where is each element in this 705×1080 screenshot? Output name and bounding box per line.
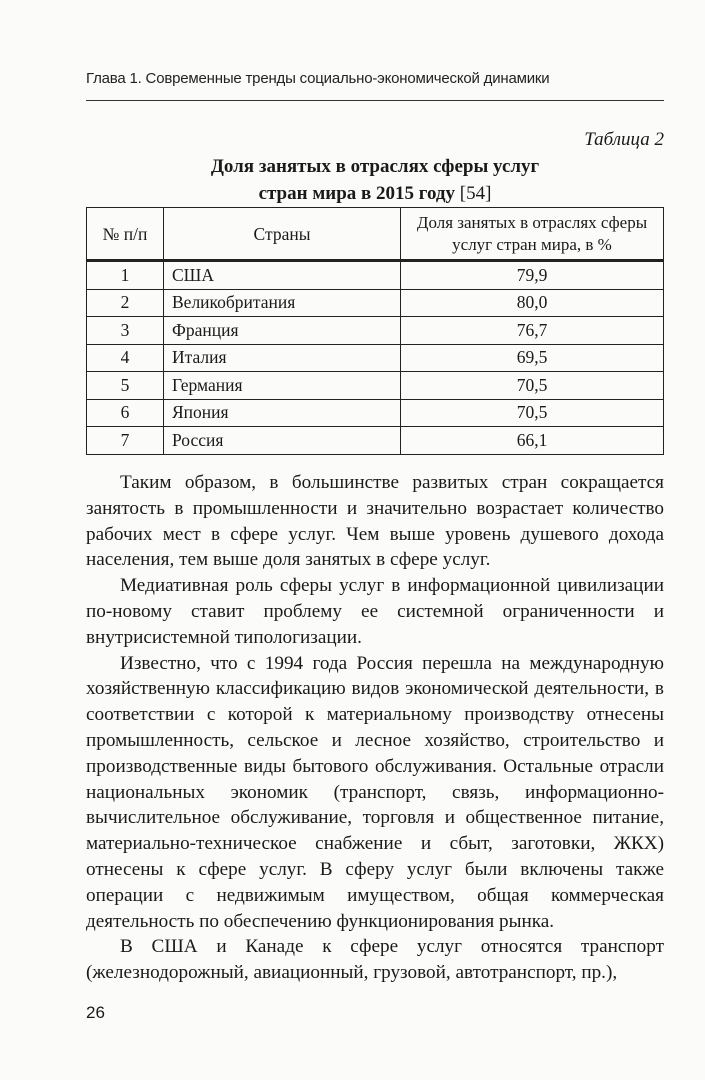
row-share: 76,7 bbox=[401, 317, 664, 345]
table-label: Таблица 2 bbox=[584, 129, 664, 150]
row-country: Италия bbox=[164, 344, 401, 372]
table-row bbox=[87, 289, 664, 317]
row-country: Россия bbox=[164, 427, 401, 455]
paragraph: В США и Канаде к сфере услуг относятся транспорт (железнодорожный, авиационный, грузовой, автотранспорт, пр.), bbox=[86, 936, 664, 984]
table-row bbox=[87, 344, 664, 372]
table-title-line-2-text: стран мира в 2015 году bbox=[258, 183, 456, 204]
table-row bbox=[87, 372, 664, 400]
row-country: США bbox=[164, 261, 401, 290]
row-number: 4 bbox=[87, 344, 164, 372]
employment-table bbox=[86, 207, 664, 455]
table-title-reference: [54] bbox=[459, 183, 492, 204]
running-head: Глава 1. Современные тренды социально-экономической динамики bbox=[86, 70, 550, 87]
paragraph: Таким образом, в большинстве развитых стран сокращается занятость в промышленности и значительно возрастает количество рабочих мест в сфере услуг. Чем выше уровень душевого дохода населения, тем выше доля занятых в сфере услуг. bbox=[86, 472, 664, 571]
header-number: № п/п bbox=[87, 208, 164, 261]
paragraph: Известно, что с 1994 года Россия перешла на международную хозяйственную классификацию видов экономической деятельности, в соответствии с которой к материальному производству отнесены промышленность, сельское и лесное хозяйство, строительство и производственные виды бытового обслуживания. Остальные отрасли национальных экономик (транспорт, связь, информационно-вычислительное обслуживание, торговля и общественное питание, материально-техническое снабжение и сбыт, заготовки, ЖКХ) отнесены к сфере услуг. В сферу услуг были включены также операции с недвижимым имуществом, общая коммерческая деятельность по обеспечению функционирования рынка. bbox=[86, 652, 664, 932]
row-number: 7 bbox=[87, 427, 164, 455]
table-title-line-2 bbox=[86, 180, 664, 207]
row-number: 2 bbox=[87, 289, 164, 317]
header-share: Доля занятых в отраслях сферы услуг стран мира, в % bbox=[401, 208, 664, 261]
table-row bbox=[87, 427, 664, 455]
row-number: 3 bbox=[87, 317, 164, 345]
row-share: 70,5 bbox=[401, 399, 664, 427]
table-title bbox=[86, 153, 664, 207]
row-share: 69,5 bbox=[401, 344, 664, 372]
row-share: 70,5 bbox=[401, 372, 664, 400]
table-row bbox=[87, 317, 664, 345]
table-header-row bbox=[87, 208, 664, 261]
table-title-line-1: Доля занятых в отраслях сферы услуг bbox=[210, 156, 540, 177]
row-country: Великобритания bbox=[164, 289, 401, 317]
header-rule bbox=[86, 100, 664, 101]
row-country: Германия bbox=[164, 372, 401, 400]
page-number: 26 bbox=[86, 1003, 105, 1022]
table-row bbox=[87, 261, 664, 290]
row-number: 1 bbox=[87, 261, 164, 290]
header-countries: Страны bbox=[164, 208, 401, 261]
row-number: 6 bbox=[87, 399, 164, 427]
table-row bbox=[87, 399, 664, 427]
paragraph: Медиативная роль сферы услуг в информационной цивилизации по-новому ставит проблему ее системной ограниченности и внутрисистемной типологизации. bbox=[86, 575, 664, 648]
row-share: 80,0 bbox=[401, 289, 664, 317]
row-share: 79,9 bbox=[401, 261, 664, 290]
row-number: 5 bbox=[87, 372, 164, 400]
body-text bbox=[86, 470, 664, 986]
row-share: 66,1 bbox=[401, 427, 664, 455]
row-country: Франция bbox=[164, 317, 401, 345]
row-country: Япония bbox=[164, 399, 401, 427]
